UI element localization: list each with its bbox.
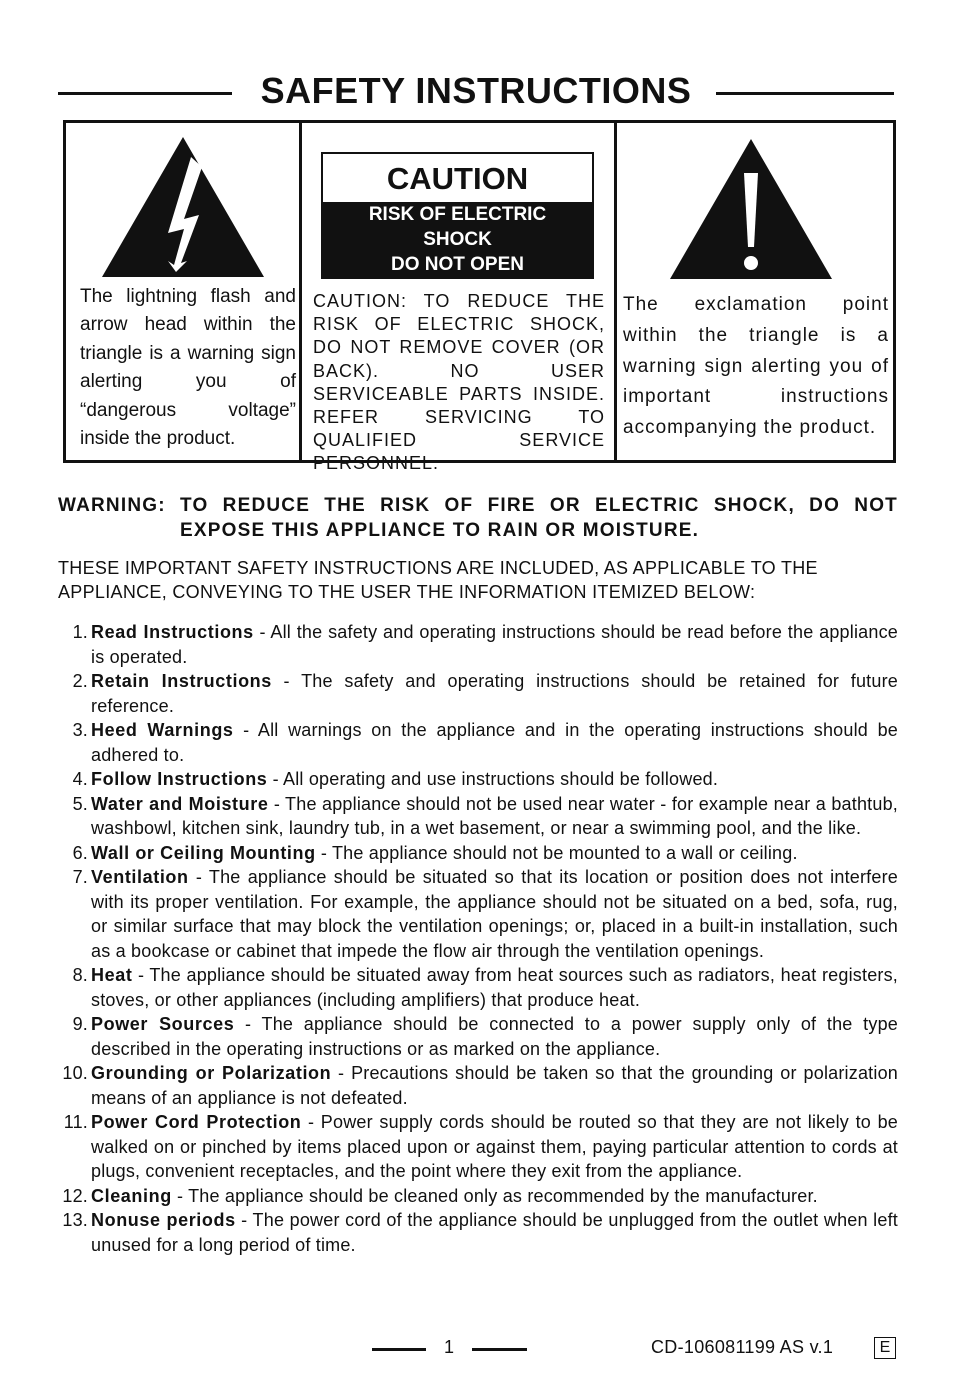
list-item bbox=[58, 865, 898, 963]
item-text: - Precautions should be taken so that the grounding or polarization means of an appliance is not defeated. bbox=[91, 1063, 898, 1108]
title-rule-right bbox=[716, 92, 894, 95]
item-term: Nonuse periods bbox=[91, 1210, 236, 1230]
warning-line-1: WARNING: TO REDUCE THE RISK OF FIRE OR ELECTRIC SHOCK, DO NOT bbox=[58, 495, 898, 516]
item-term: Wall or Ceiling Mounting bbox=[91, 842, 316, 863]
list-item bbox=[58, 841, 898, 866]
item-text: - The appliance should be cleaned only as recommended by the manufacturer. bbox=[171, 1185, 818, 1206]
item-text: - The power cord of the appliance should be unplugged from the outlet when left unused for a long period of time. bbox=[91, 1210, 898, 1255]
caution-line-2: SHOCK bbox=[423, 229, 492, 250]
list-item bbox=[58, 1208, 898, 1257]
item-term: Cleaning bbox=[91, 1185, 172, 1206]
caution-cell bbox=[302, 123, 617, 474]
caution-label bbox=[321, 152, 594, 279]
item-term: Power Sources bbox=[91, 1014, 235, 1034]
list-item bbox=[58, 669, 898, 718]
footer-rule-left bbox=[372, 1348, 426, 1351]
safety-symbols-box bbox=[63, 120, 896, 474]
list-item bbox=[58, 1061, 898, 1110]
item-term: Grounding or Polarization bbox=[91, 1063, 332, 1083]
item-number: 2. bbox=[72, 671, 88, 691]
item-term: Ventilation bbox=[91, 867, 189, 887]
item-term: Power Cord Protection bbox=[91, 1112, 302, 1132]
item-number: 6. bbox=[72, 842, 88, 863]
exclamation-symbol-cell bbox=[617, 123, 893, 460]
title-row bbox=[58, 66, 894, 116]
list-item bbox=[58, 1110, 898, 1184]
item-text: - All operating and use instructions should be followed. bbox=[267, 769, 719, 789]
item-number: 4. bbox=[72, 769, 88, 789]
list-item bbox=[58, 620, 898, 669]
lightning-description: The lightning flash and arrow head within the triangle is a warning sign alerting you of “dangerous voltage” inside the product. bbox=[80, 286, 296, 450]
lightning-warning-icon bbox=[102, 137, 264, 279]
list-item bbox=[58, 1184, 898, 1209]
item-text: - The safety and operating instructions should be retained for future reference. bbox=[91, 671, 898, 716]
caution-line-1: RISK OF ELECTRIC bbox=[368, 204, 547, 225]
item-number: 12. bbox=[62, 1185, 88, 1206]
page-title: SAFETY INSTRUCTIONS bbox=[260, 70, 692, 111]
list-item bbox=[58, 1012, 898, 1061]
item-number: 13. bbox=[62, 1210, 88, 1230]
document-code: CD-106081199 AS v.1 bbox=[651, 1337, 834, 1357]
item-term: Water and Moisture bbox=[91, 793, 269, 814]
caution-description: CAUTION: TO REDUCE THE RISK OF ELECTRIC SHOCK, DO NOT REMOVE COVER (OR BACK). NO USER SERVICEABLE PARTS INSIDE. REFER SERVICING TO QUALIFIED SERVICE PERSONNEL. bbox=[313, 291, 605, 474]
item-term: Follow Instructions bbox=[91, 769, 268, 789]
exclamation-warning-icon bbox=[670, 139, 832, 281]
page-number: 1 bbox=[443, 1337, 454, 1357]
page-footer bbox=[0, 1334, 954, 1364]
exclamation-description: The exclamation point within the triangle is a warning sign alerting you of important instructions accompanying the product. bbox=[623, 294, 889, 439]
item-text: - All the safety and operating instructions should be read before the appliance is operated. bbox=[91, 622, 898, 667]
item-text: - The appliance should not be mounted to a wall or ceiling. bbox=[315, 842, 798, 863]
item-number: 3. bbox=[72, 720, 88, 740]
item-text: - The appliance should be situated away from heat sources such as radiators, heat registers, stoves, or other appliances (including amplifiers) that produce heat. bbox=[91, 965, 898, 1010]
lightning-symbol-cell bbox=[66, 123, 302, 460]
warning-line-2: EXPOSE THIS APPLIANCE TO RAIN OR MOISTURE. bbox=[180, 520, 700, 541]
footer-rule-right bbox=[472, 1348, 527, 1351]
item-number: 5. bbox=[72, 793, 88, 814]
intro-paragraph: THESE IMPORTANT SAFETY INSTRUCTIONS ARE INCLUDED, AS APPLICABLE TO THE APPLIANCE, CONVEYING TO THE USER THE INFORMATION ITEMIZED BELOW: bbox=[58, 558, 818, 602]
item-term: Read Instructions bbox=[91, 622, 254, 642]
item-text: - The appliance should be connected to a power supply only of the type described in the operating instructions or as marked on the appliance. bbox=[91, 1014, 898, 1059]
warning-statement bbox=[58, 493, 898, 543]
list-item bbox=[58, 767, 898, 792]
item-text: - Power supply cords should be routed so that they are not likely to be walked on or pinched by items placed upon or against them, paying particular attention to cords at plugs, convenient receptacles, and the point where they exit from the appliance. bbox=[91, 1112, 898, 1181]
item-number: 11. bbox=[63, 1112, 88, 1132]
caution-line-3: DO NOT OPEN bbox=[390, 254, 524, 275]
list-item bbox=[58, 963, 898, 1012]
list-item bbox=[58, 792, 898, 841]
item-number: 10. bbox=[62, 1063, 88, 1083]
instructions-list bbox=[58, 620, 898, 1257]
language-badge: E bbox=[874, 1337, 896, 1359]
item-text: - The appliance should not be used near water - for example near a bathtub, washbowl, kitchen sink, laundry tub, in a wet basement, or near a swimming pool, and the like. bbox=[91, 793, 898, 838]
item-text: - All warnings on the appliance and in the operating instructions should be adhered to. bbox=[91, 720, 898, 765]
item-number: 7. bbox=[72, 867, 88, 887]
list-item bbox=[58, 718, 898, 767]
item-number: 9. bbox=[72, 1014, 88, 1034]
caution-subtitle bbox=[323, 202, 592, 277]
caution-title: CAUTION bbox=[386, 161, 529, 196]
item-text: - The appliance should be situated so that its location or position does not interfere with its proper ventilation. For example, the appliance should not be situated on a bed, sofa, rug, or similar surface that may block the ventilation openings; or, placed in a built-in installation, such as a bookcase or cabinet that impede the flow air through the ventilation openings. bbox=[91, 867, 898, 961]
item-number: 1. bbox=[72, 622, 88, 642]
item-term: Heed Warnings bbox=[91, 720, 234, 740]
item-term: Heat bbox=[91, 965, 133, 985]
item-term: Retain Instructions bbox=[91, 671, 272, 691]
item-number: 8. bbox=[72, 965, 88, 985]
